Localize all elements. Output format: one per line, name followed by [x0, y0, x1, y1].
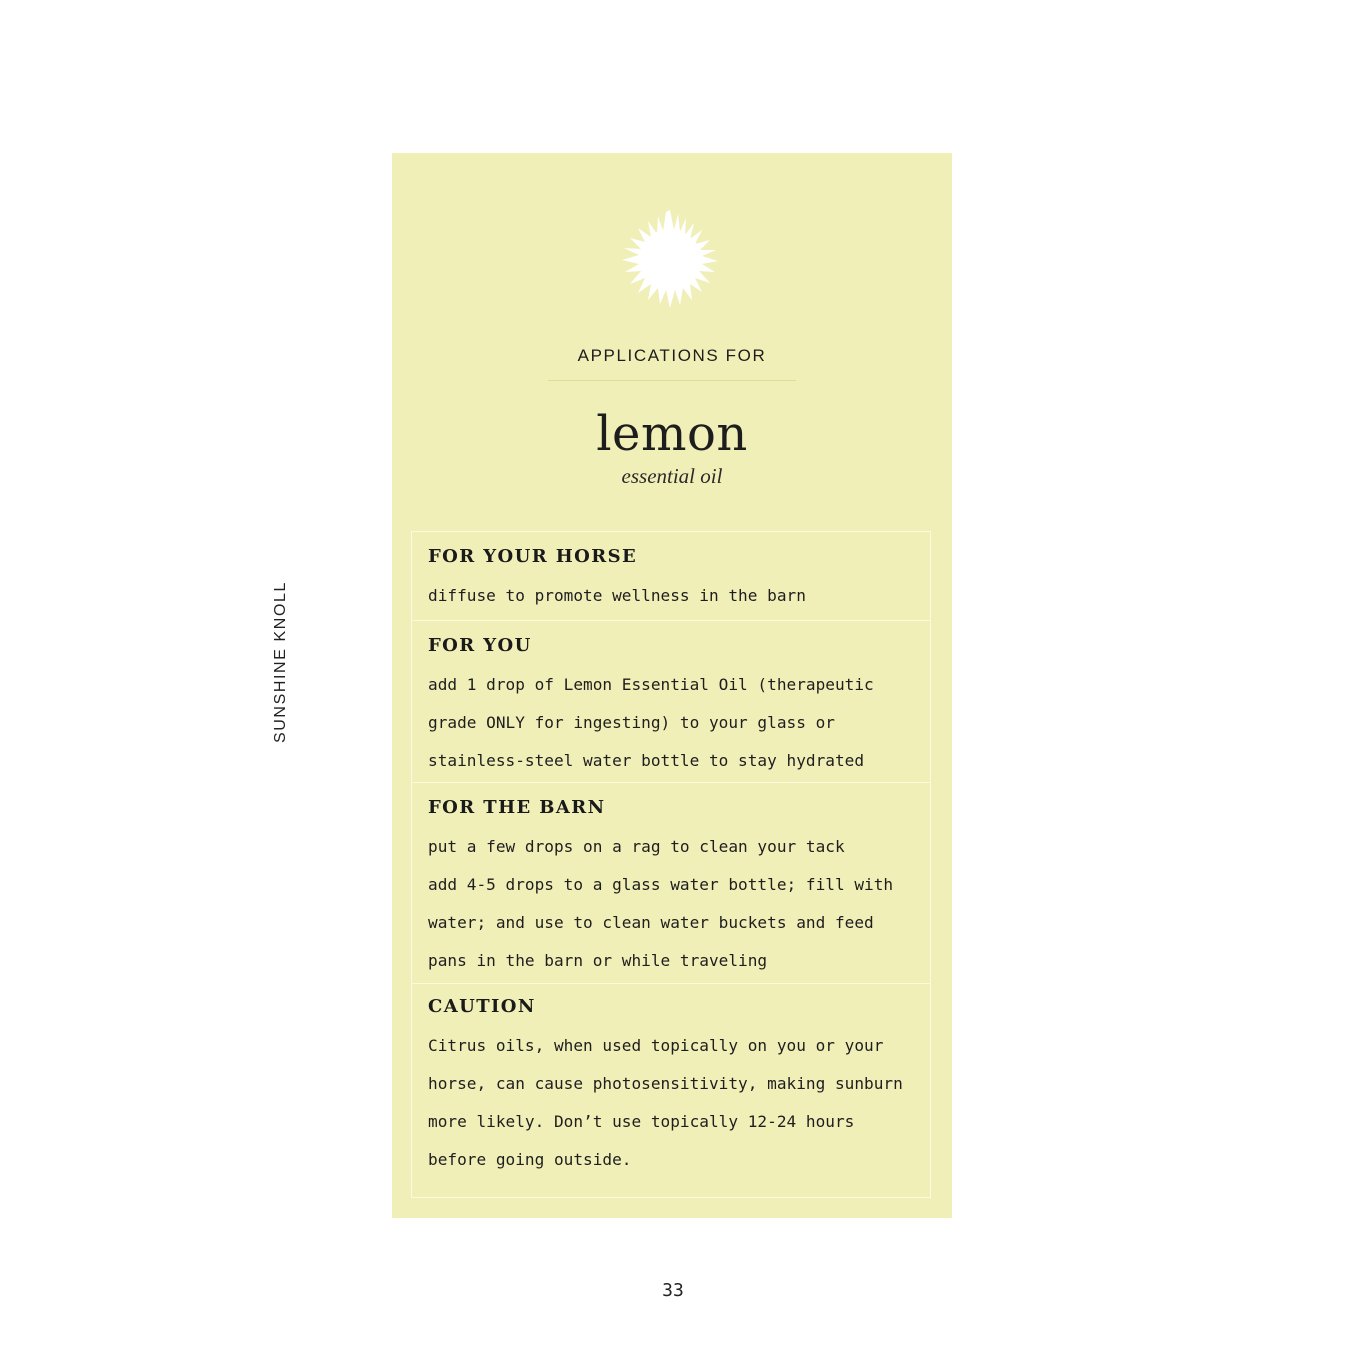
section-for-your-horse: [412, 532, 930, 620]
section-for-the-barn: [412, 782, 930, 983]
section-line: stainless-steel water bottle to stay hydrated: [428, 751, 865, 770]
section-for-you: [412, 620, 930, 782]
section-body: [428, 1027, 903, 1179]
section-line: add 1 drop of Lemon Essential Oil (therapeutic: [428, 675, 874, 694]
white-splash-icon: [620, 208, 720, 310]
section-heading: CAUTION: [428, 996, 536, 1017]
oil-title: lemon: [596, 406, 748, 462]
eyebrow-heading: APPLICATIONS FOR: [577, 346, 767, 365]
section-line: diffuse to promote wellness in the barn: [428, 586, 806, 605]
section-line: more likely. Don’t use topically 12-24 hours: [428, 1112, 855, 1131]
page-number: 33: [662, 1280, 684, 1301]
section-line: water; and use to clean water buckets and feed: [428, 913, 874, 932]
section-heading: FOR THE BARN: [428, 797, 606, 818]
eyebrow-divider: [548, 380, 796, 381]
section-line: put a few drops on a rag to clean your tack: [428, 837, 845, 856]
book-title-side-label: SUNSHINE KNOLL: [272, 581, 289, 743]
section-body: [428, 828, 893, 980]
section-heading: FOR YOUR HORSE: [428, 546, 638, 567]
section-line: before going outside.: [428, 1150, 632, 1169]
section-line: add 4-5 drops to a glass water bottle; fill with: [428, 875, 894, 894]
section-line: grade ONLY for ingesting) to your glass or: [428, 713, 835, 732]
section-body: [428, 577, 806, 615]
section-line: Citrus oils, when used topically on you or your: [428, 1036, 884, 1055]
section-line: horse, can cause photosensitivity, making sunburn: [428, 1074, 903, 1093]
oil-subtitle: essential oil: [621, 464, 723, 488]
applications-table: [411, 531, 931, 1198]
section-body: [428, 666, 874, 780]
section-caution: [412, 983, 930, 1197]
section-line: pans in the barn or while traveling: [428, 951, 768, 970]
section-heading: FOR YOU: [428, 635, 532, 656]
